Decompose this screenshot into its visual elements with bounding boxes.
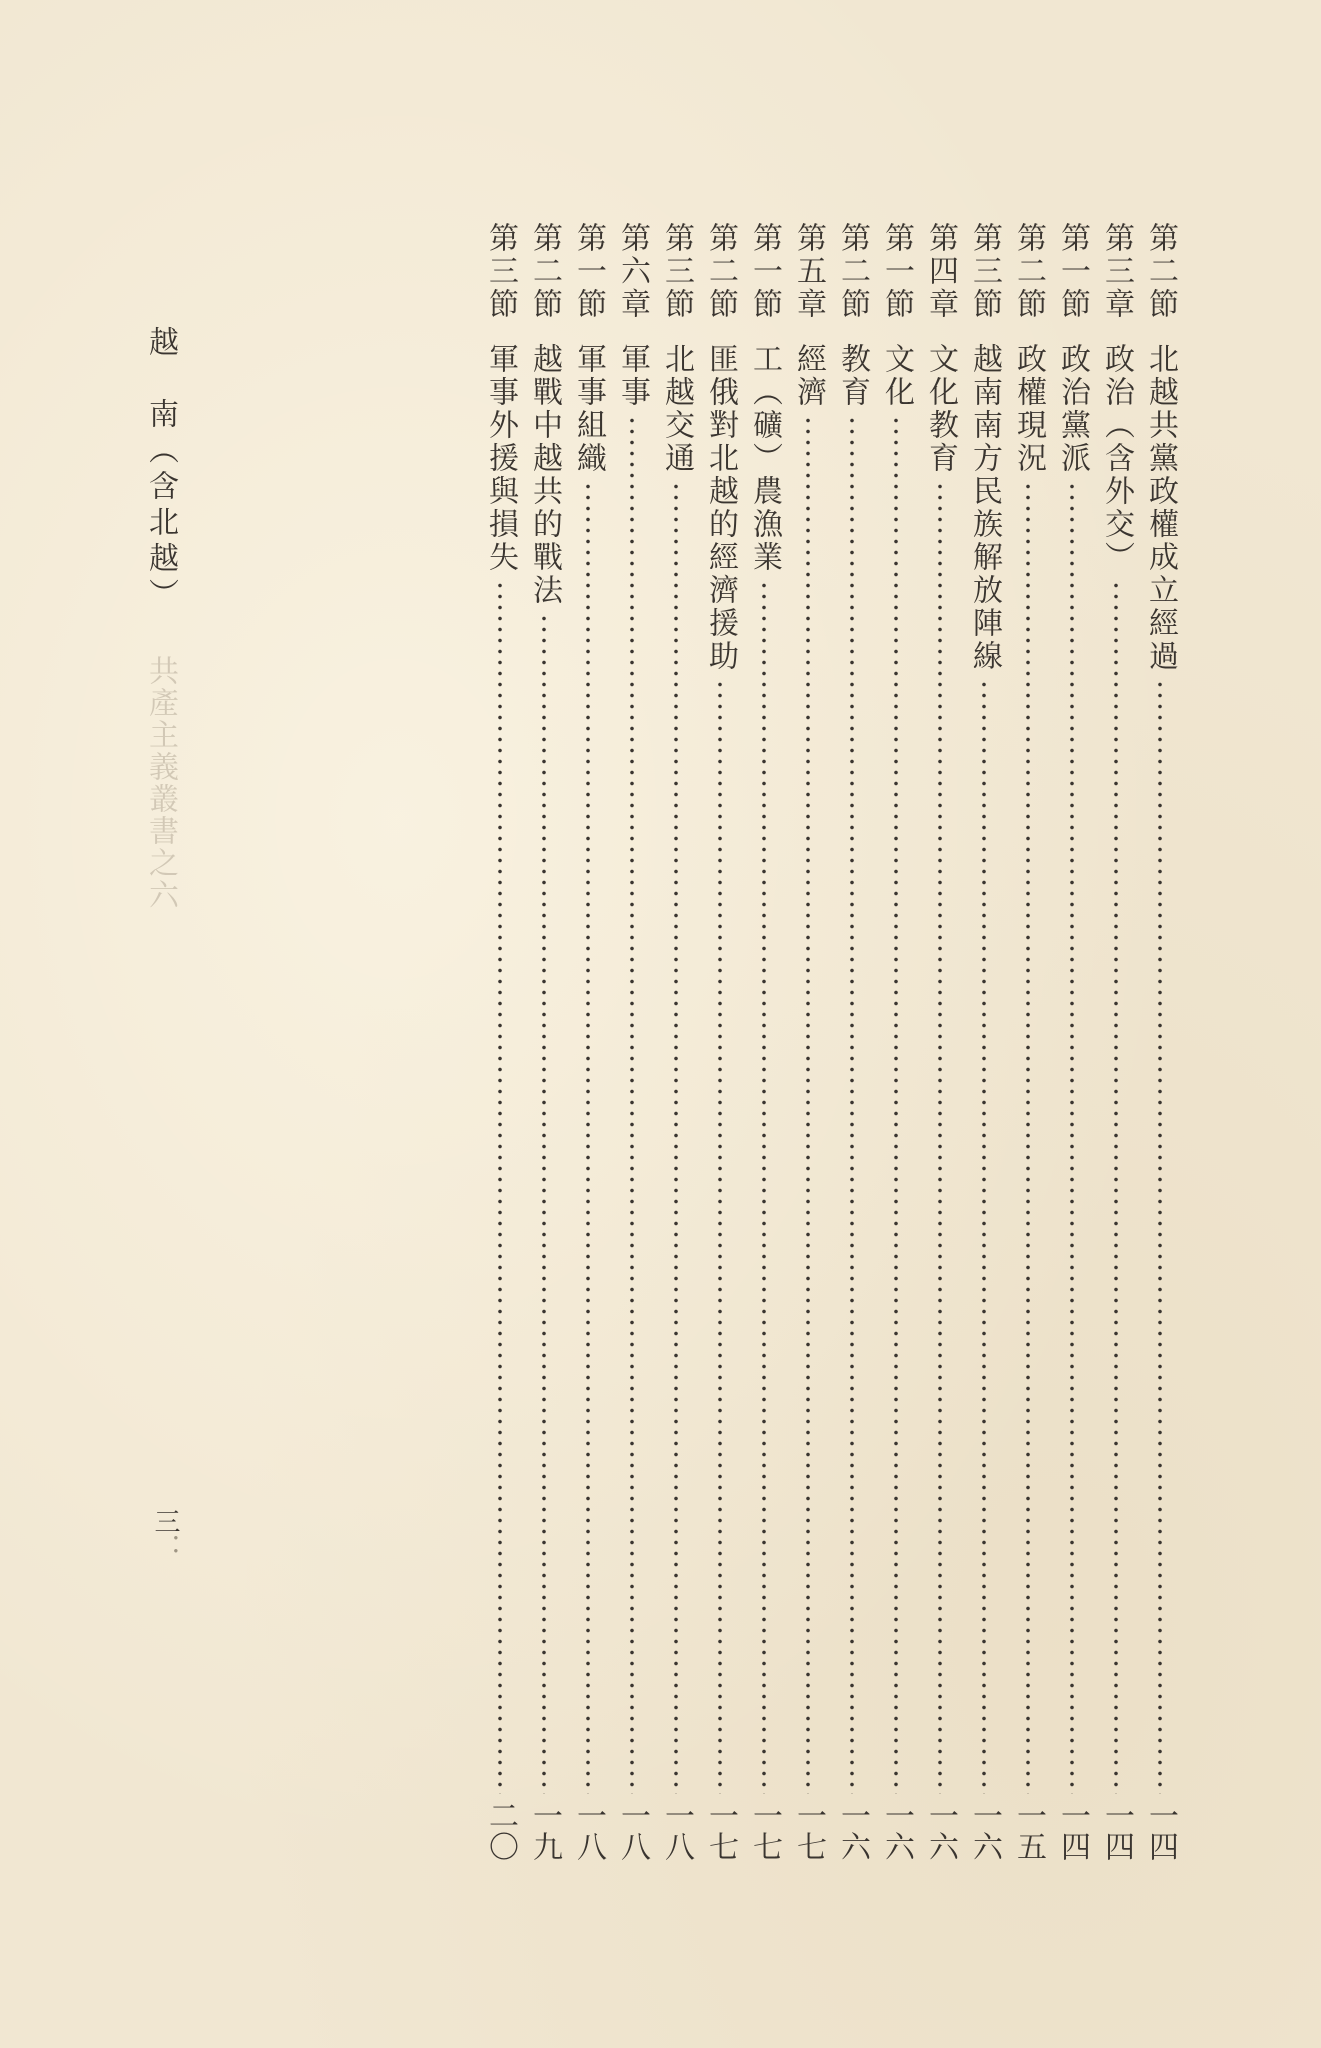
toc-entry-label bbox=[700, 222, 740, 673]
toc-entry-page: 一九 bbox=[527, 1800, 562, 1862]
toc-entry-page: 一六 bbox=[923, 1800, 958, 1862]
dot-leader bbox=[1113, 580, 1119, 1794]
toc-entry-page: 一八 bbox=[571, 1800, 606, 1862]
toc-entry bbox=[876, 222, 916, 1862]
dot-leader bbox=[1157, 679, 1163, 1794]
page-number-value: 三 bbox=[150, 1508, 180, 1534]
toc-entry-number: 第四章 bbox=[923, 222, 958, 321]
toc-entry bbox=[1140, 222, 1180, 1862]
toc-entry-label bbox=[1052, 222, 1092, 475]
toc-entry bbox=[832, 222, 872, 1862]
toc-entry-number: 第五章 bbox=[791, 222, 826, 321]
toc-entry-title: 越南南方民族解放陣線 bbox=[967, 343, 1002, 673]
toc-entry-page: 一六 bbox=[967, 1800, 1002, 1862]
toc-entry bbox=[1008, 222, 1048, 1862]
dot-leader bbox=[1069, 481, 1075, 1794]
dot-leader bbox=[893, 415, 899, 1794]
running-head-bleed-through: 共產主義叢書之六 bbox=[143, 655, 178, 911]
toc-entry-page: 一六 bbox=[879, 1800, 914, 1862]
dot-leader bbox=[541, 613, 547, 1794]
toc-entry-page: 一四 bbox=[1099, 1800, 1134, 1862]
toc-entry-title: 教育 bbox=[835, 343, 870, 409]
toc-entry-label bbox=[656, 222, 696, 475]
toc-entry bbox=[1052, 222, 1092, 1862]
toc-entry-label bbox=[1140, 222, 1180, 673]
toc-entry bbox=[612, 222, 652, 1862]
toc-entry-page: 一八 bbox=[615, 1800, 650, 1862]
page-number-mark: ．． bbox=[150, 1534, 180, 1573]
toc-entry-page: 一七 bbox=[791, 1800, 826, 1862]
toc-entry-number: 第一節 bbox=[1055, 222, 1090, 321]
toc-entry-number: 第六章 bbox=[615, 222, 650, 321]
toc-entry bbox=[920, 222, 960, 1862]
toc-entry-number: 第二節 bbox=[527, 222, 562, 321]
toc-entry-page: 一八 bbox=[659, 1800, 694, 1862]
dot-leader bbox=[1025, 481, 1031, 1794]
dot-leader bbox=[981, 679, 987, 1794]
toc-entry-label bbox=[568, 222, 608, 475]
toc-entry-title: 越戰中越共的戰法 bbox=[527, 343, 562, 607]
dot-leader bbox=[937, 481, 943, 1794]
dot-leader bbox=[717, 679, 723, 1794]
toc-entry bbox=[700, 222, 740, 1862]
toc-entry-label bbox=[1096, 222, 1136, 574]
toc-entry-page: 一五 bbox=[1011, 1800, 1046, 1862]
toc-entry-label bbox=[876, 222, 916, 409]
toc-entry-title: 工（礦）農漁業 bbox=[747, 343, 782, 574]
toc-entry-label bbox=[920, 222, 960, 475]
toc-entry-page: 二〇 bbox=[483, 1800, 518, 1862]
toc-entry-title: 政權現況 bbox=[1011, 343, 1046, 475]
toc-entry bbox=[568, 222, 608, 1862]
toc-entry-title: 經濟 bbox=[791, 343, 826, 409]
dot-leader bbox=[805, 415, 811, 1794]
toc-entry-number: 第三章 bbox=[1099, 222, 1134, 321]
toc-entry-title: 政治（含外交） bbox=[1099, 343, 1134, 574]
dot-leader bbox=[849, 415, 855, 1794]
toc-entry-label bbox=[744, 222, 784, 574]
toc-entry bbox=[1096, 222, 1136, 1862]
dot-leader bbox=[497, 580, 503, 1794]
toc-entry-title: 匪俄對北越的經濟援助 bbox=[703, 343, 738, 673]
toc-entry-label bbox=[964, 222, 1004, 673]
running-head bbox=[140, 326, 180, 911]
toc-entry-number: 第一節 bbox=[879, 222, 914, 321]
toc-entry bbox=[744, 222, 784, 1862]
page-number bbox=[150, 1508, 180, 1573]
toc-entry-page: 一七 bbox=[747, 1800, 782, 1862]
toc-entry-page: 一四 bbox=[1143, 1800, 1178, 1862]
toc-entry-page: 一四 bbox=[1055, 1800, 1090, 1862]
toc-entry-label bbox=[788, 222, 828, 409]
dot-leader bbox=[761, 580, 767, 1794]
toc-entry-title: 北越交通 bbox=[659, 343, 694, 475]
dot-leader bbox=[673, 481, 679, 1794]
toc-entry bbox=[480, 222, 520, 1862]
toc-entry-number: 第二節 bbox=[835, 222, 870, 321]
dot-leader bbox=[629, 415, 635, 1794]
dot-leader bbox=[585, 481, 591, 1794]
toc-entry-title: 軍事外援與損失 bbox=[483, 343, 518, 574]
toc-entry-title: 文化教育 bbox=[923, 343, 958, 475]
toc-entry bbox=[656, 222, 696, 1862]
toc-entry bbox=[524, 222, 564, 1862]
toc-entry-number: 第二節 bbox=[1011, 222, 1046, 321]
toc-entry-label bbox=[1008, 222, 1048, 475]
toc-entry-label bbox=[524, 222, 564, 607]
toc-entry-title: 軍事 bbox=[615, 343, 650, 409]
toc-entry bbox=[964, 222, 1004, 1862]
toc-entry-label bbox=[480, 222, 520, 574]
toc-entry-title: 文化 bbox=[879, 343, 914, 409]
toc-entry bbox=[788, 222, 828, 1862]
toc-entry-title: 政治黨派 bbox=[1055, 343, 1090, 475]
toc-entry-title: 北越共黨政權成立經過 bbox=[1143, 343, 1178, 673]
running-head-title: 越 南（含北越） bbox=[143, 326, 178, 614]
toc-entry-title: 軍事組織 bbox=[571, 343, 606, 475]
toc-entry-number: 第一節 bbox=[747, 222, 782, 321]
toc-entry-number: 第三節 bbox=[659, 222, 694, 321]
toc-entry-number: 第三節 bbox=[967, 222, 1002, 321]
toc-entry-page: 一六 bbox=[835, 1800, 870, 1862]
toc-entry-number: 第二節 bbox=[703, 222, 738, 321]
toc-entry-label bbox=[832, 222, 872, 409]
toc-entry-number: 第二節 bbox=[1143, 222, 1178, 321]
toc-entry-number: 第三節 bbox=[483, 222, 518, 321]
toc-entry-label bbox=[612, 222, 652, 409]
toc-entry-page: 一七 bbox=[703, 1800, 738, 1862]
toc-entry-number: 第一節 bbox=[571, 222, 606, 321]
